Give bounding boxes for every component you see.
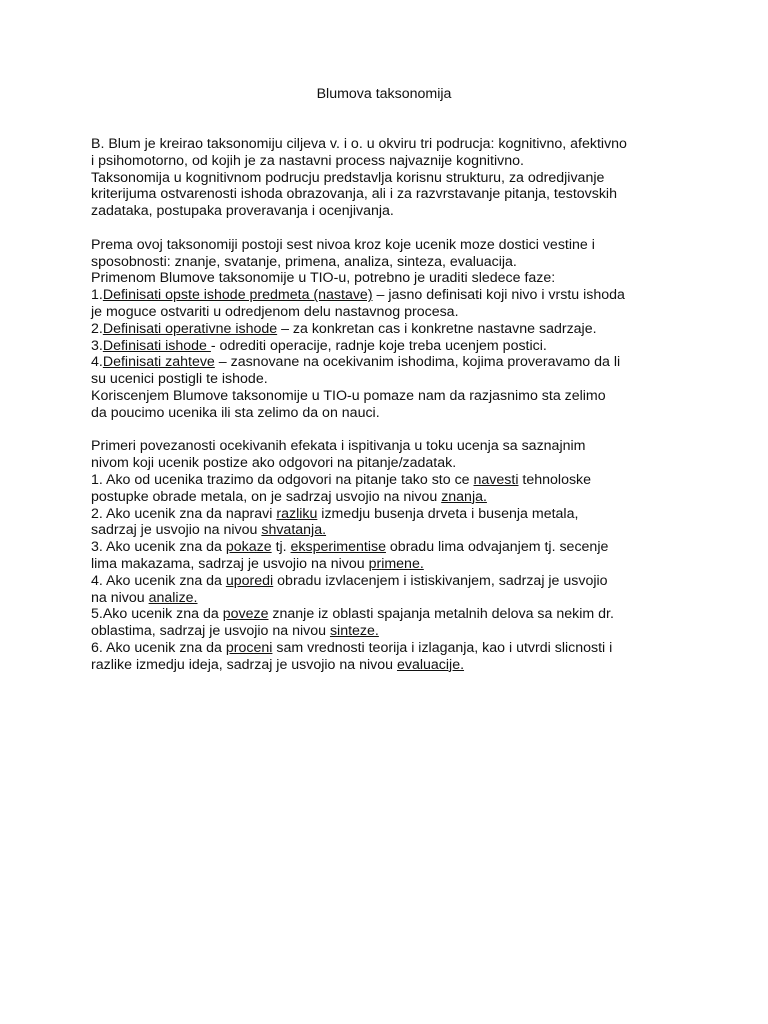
step-heading: Definisati zahteve — [102, 354, 215, 371]
step-number: 3. — [91, 337, 103, 354]
example-text: lima makazama, sadrzaj je usvojio na nivou — [91, 555, 369, 572]
text-line: B. Blum je kreirao taksonomiju ciljeva v. i o. u okviru tri podrucja: kognitivno, afektivno — [91, 136, 627, 152]
document-title: Blumova taksonomija — [316, 86, 452, 102]
example-text: oblastima, sadrzaj je usvojio na nivou — [91, 623, 330, 640]
example-text: obradu lima odvajanjem tj. secenje — [385, 539, 609, 556]
text-line: kriterijuma ostvarenosti ishoda obrazovanja, ali i za razvrstavanje pitanja, testovskih — [91, 186, 617, 203]
example-text: 1. Ako od ucenika trazimo da odgovori na pitanje tako sto ce — [91, 471, 474, 488]
keyword: uporedi — [225, 572, 274, 589]
phase-step-3 — [91, 338, 691, 355]
level-keyword: analize. — [148, 589, 198, 606]
phase-step-2 — [91, 321, 691, 338]
keyword: razliku — [276, 505, 318, 522]
example-text: razlike izmedju ideja, sadrzaj je usvojio na nivou — [91, 656, 397, 673]
text-line: su ucenici postigli te ishode. — [91, 371, 268, 388]
example-3-cont — [91, 556, 691, 573]
example-text: na nivou — [91, 589, 149, 606]
example-text: znanje iz oblasti spajanja metalnih delova sa nekim dr. — [268, 606, 614, 623]
level-keyword: primene. — [368, 555, 424, 572]
phase-step-4 — [91, 354, 691, 371]
step-number: 4. — [91, 354, 103, 371]
example-text: sadrzaj je usvojio na nivou — [91, 522, 262, 539]
text-line: Primenom Blumove taksonomije u TIO-u, potrebno je uraditi sledece faze: — [91, 270, 556, 287]
example-4-cont — [91, 590, 691, 607]
example-1 — [91, 472, 691, 489]
example-text: 5.Ako ucenik zna da — [91, 606, 223, 623]
phase-step-1 — [91, 287, 691, 304]
example-2-cont — [91, 522, 691, 539]
step-heading: Definisati operativne ishode — [102, 320, 278, 337]
example-2 — [91, 506, 691, 523]
level-keyword: znanja. — [441, 488, 487, 505]
example-text: sam vrednosti teorija i izlaganja, kao i utvrdi slicnosti i — [272, 639, 613, 656]
keyword: navesti — [473, 471, 519, 488]
example-text: tj. — [271, 539, 291, 556]
keyword: eksperimentise — [290, 539, 386, 556]
example-4 — [91, 573, 691, 590]
step-number: 1. — [91, 287, 103, 304]
keyword: pokaze — [225, 539, 272, 556]
text-line: nivom koji ucenik postize ako odgovori na pitanje/zadatak. — [91, 455, 457, 472]
example-5-cont — [91, 623, 691, 640]
keyword: poveze — [222, 606, 269, 623]
paragraph-examples — [91, 438, 691, 673]
text-line: Koriscenjem Blumove taksonomije u TIO-u pomaze nam da razjasnimo sta zelimo — [91, 387, 606, 404]
keyword: proceni — [225, 639, 273, 656]
example-6 — [91, 640, 691, 657]
step-number: 2. — [91, 320, 103, 337]
text-line: Primeri povezanosti ocekivanih efekata i ispitivanja u toku ucenja sa saznajnim — [91, 438, 586, 455]
example-text: 6. Ako ucenik zna da — [91, 639, 226, 656]
paragraph-gap — [91, 422, 691, 439]
example-text: izmedju busenja drveta i busenja metala, — [317, 505, 579, 522]
paragraph-gap — [91, 220, 691, 237]
step-text: - odrediti operacije, radnje koje treba ucenjem postici. — [210, 337, 547, 354]
example-text: 2. Ako ucenik zna da napravi — [91, 505, 277, 522]
example-text: 4. Ako ucenik zna da — [91, 572, 226, 589]
example-text: obradu izvlacenjem i istiskivanjem, sadrzaj je usvojio — [273, 572, 608, 589]
example-3 — [91, 539, 691, 556]
level-keyword: sinteze. — [329, 623, 379, 640]
example-text: postupke obrade metala, on je sadrzaj usvojio na nivou — [91, 488, 442, 505]
step-text: – jasno definisati koji nivo i vrstu ishoda — [372, 287, 625, 304]
paragraph-intro — [91, 136, 691, 220]
level-keyword: evaluacije. — [396, 656, 465, 673]
example-text: tehnoloske — [518, 471, 592, 488]
example-text: 3. Ako ucenik zna da — [91, 539, 226, 556]
text-line: Taksonomija u kognitivnom podrucju predstavlja korisnu strukturu, za odredjivanje — [91, 169, 605, 186]
text-line: i psihomotorno, od kojih je za nastavni process najvaznije kognitivno. — [91, 152, 524, 169]
step-text: – zasnovane na ocekivanim ishodima, kojima proveravamo da li — [214, 354, 621, 371]
paragraph-phases — [91, 237, 691, 422]
example-1-cont — [91, 489, 691, 506]
text-line: je moguce ostvariti u odredjenom delu nastavnog procesa. — [91, 303, 459, 320]
text-line: zadataka, postupaka proveravanja i ocenjivanja. — [91, 203, 394, 220]
example-5 — [91, 606, 691, 623]
text-line: sposobnosti: znanje, svatanje, primena, analiza, sinteza, evaluacija. — [91, 253, 517, 270]
example-6-cont — [91, 657, 691, 674]
step-heading: Definisati ishode — [102, 337, 211, 354]
document-body — [91, 136, 691, 674]
level-keyword: shvatanja. — [261, 522, 327, 539]
text-line: da poucimo ucenika ili sta zelimo da on nauci. — [91, 404, 380, 421]
step-heading: Definisati opste ishode predmeta (nastave) — [102, 287, 373, 304]
step-text: – za konkretan cas i konkretne nastavne sadrzaje. — [277, 320, 597, 337]
text-line: Prema ovoj taksonomiji postoji sest nivoa kroz koje ucenik moze dostici vestine i — [91, 236, 595, 253]
